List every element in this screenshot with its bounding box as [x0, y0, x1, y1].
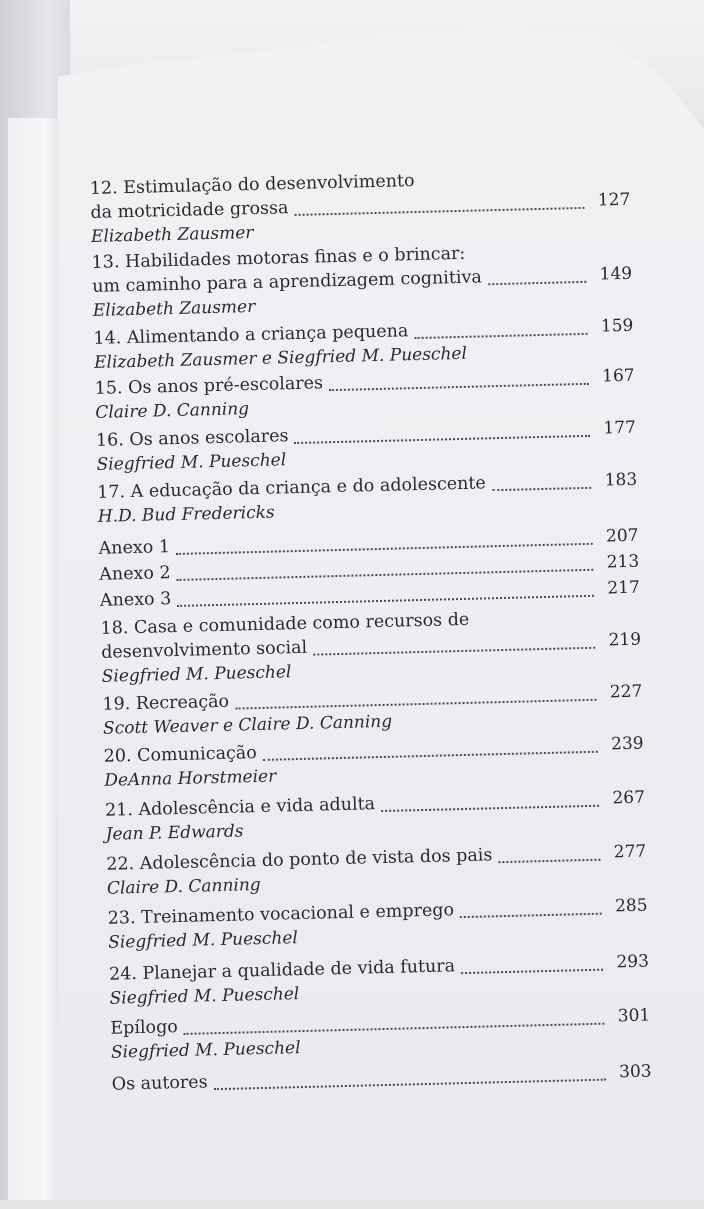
toc-author-text: Jean P. Edwards — [105, 821, 244, 845]
toc-page-number: 149 — [599, 263, 633, 285]
toc-title-text: Os autores — [111, 1072, 208, 1095]
toc-author-text: Scott Weaver e Claire D. Canning — [102, 711, 393, 739]
toc-page-number: 277 — [613, 841, 647, 863]
dot-leader — [488, 267, 587, 285]
toc-author-text: Siegfried M. Pueschel — [110, 1038, 301, 1063]
toc-author-text: Elizabeth Zausmer — [92, 296, 256, 321]
toc-title-text: Anexo 3 — [99, 589, 172, 611]
toc-title-text: 12. Estimulação do desenvolvimento — [89, 171, 415, 199]
dot-leader — [176, 529, 593, 555]
toc-author-text: Elizabeth Zausmer e Siegfried M. Pueschel — [93, 343, 468, 373]
dot-leader — [313, 633, 595, 656]
toc-title-text: 13. Habilidades motoras finas e o brincar: — [91, 243, 466, 273]
dot-leader — [492, 473, 592, 491]
dot-leader — [414, 319, 587, 339]
toc-author-text: Siegfried M. Pueschel — [101, 662, 292, 687]
toc-page-number: 239 — [610, 733, 644, 755]
toc-page-number: 219 — [608, 629, 642, 651]
toc-author-text: Elizabeth Zausmer — [90, 222, 254, 247]
dot-leader — [498, 845, 600, 863]
toc-title-text: da motricidade grossa — [90, 198, 289, 223]
dot-leader — [460, 899, 602, 918]
toc-title-text: 15. Os anos pré-escolares — [94, 373, 324, 399]
toc-title-text: 23. Treinamento vocacional e emprego — [107, 900, 455, 929]
toc-title-text: 19. Recreação — [102, 691, 230, 715]
toc-title-text: 17. A educação da criança e do adolescente — [97, 473, 487, 503]
dot-leader — [329, 369, 589, 391]
toc-author-text: Siegfried M. Pueschel — [108, 928, 299, 953]
toc-page-number: 127 — [597, 189, 631, 211]
toc-author-text: DeAnna Horstmeier — [104, 766, 277, 791]
toc-author-text: Claire D. Canning — [95, 399, 250, 423]
toc-page-number: 183 — [604, 469, 638, 491]
toc-page-number: 167 — [601, 365, 635, 387]
toc-page-number: 293 — [616, 951, 650, 973]
toc-title-text: 21. Adolescência e vida adulta — [104, 794, 376, 821]
dot-leader — [461, 955, 603, 974]
toc-author-text: Claire D. Canning — [106, 875, 261, 899]
toc-page-number: 159 — [600, 315, 634, 337]
toc-page-number: 217 — [607, 577, 641, 599]
toc-author-text: Siegfried M. Pueschel — [96, 450, 287, 475]
toc-page-number: 207 — [605, 525, 639, 547]
toc-title-text: 24. Planejar a qualidade de vida futura — [108, 956, 456, 985]
toc-title-text: 22. Adolescência do ponto de vista dos pais — [106, 845, 493, 875]
toc-page-number: 177 — [603, 417, 637, 439]
toc-author-text: Siegfried M. Pueschel — [109, 984, 300, 1009]
toc-title-text: Anexo 1 — [98, 537, 171, 559]
toc-title-text: 18. Casa e comunidade como recursos de — [100, 609, 470, 639]
toc-title-text: Anexo 2 — [99, 563, 171, 585]
toc-title-text: um caminho para a aprendizagem cognitiva — [92, 267, 483, 297]
dot-leader — [294, 193, 584, 216]
toc-page-number: 227 — [609, 681, 643, 703]
toc-title-text: Epílogo — [110, 1017, 179, 1039]
toc-page-number: 303 — [618, 1061, 652, 1083]
toc-title-text: 14. Alimentando a criança pequena — [93, 321, 409, 349]
toc-page-number: 213 — [606, 551, 640, 573]
toc-title-text: 20. Comunicação — [103, 743, 258, 767]
dot-leader — [213, 1065, 605, 1091]
dot-leader — [294, 421, 590, 444]
toc-author-text: H.D. Bud Fredericks — [97, 502, 275, 527]
toc-entry-os-autores — [111, 1060, 651, 1097]
toc-title-text: desenvolvimento social — [100, 637, 308, 663]
dot-leader — [381, 791, 599, 812]
toc-title-text: 16. Os anos escolares — [95, 426, 289, 451]
toc-page-number: 285 — [614, 895, 648, 917]
dot-leader — [177, 581, 594, 607]
toc-page-number: 267 — [612, 787, 646, 809]
toc-page-number: 301 — [617, 1005, 651, 1027]
dot-leader — [176, 555, 593, 581]
